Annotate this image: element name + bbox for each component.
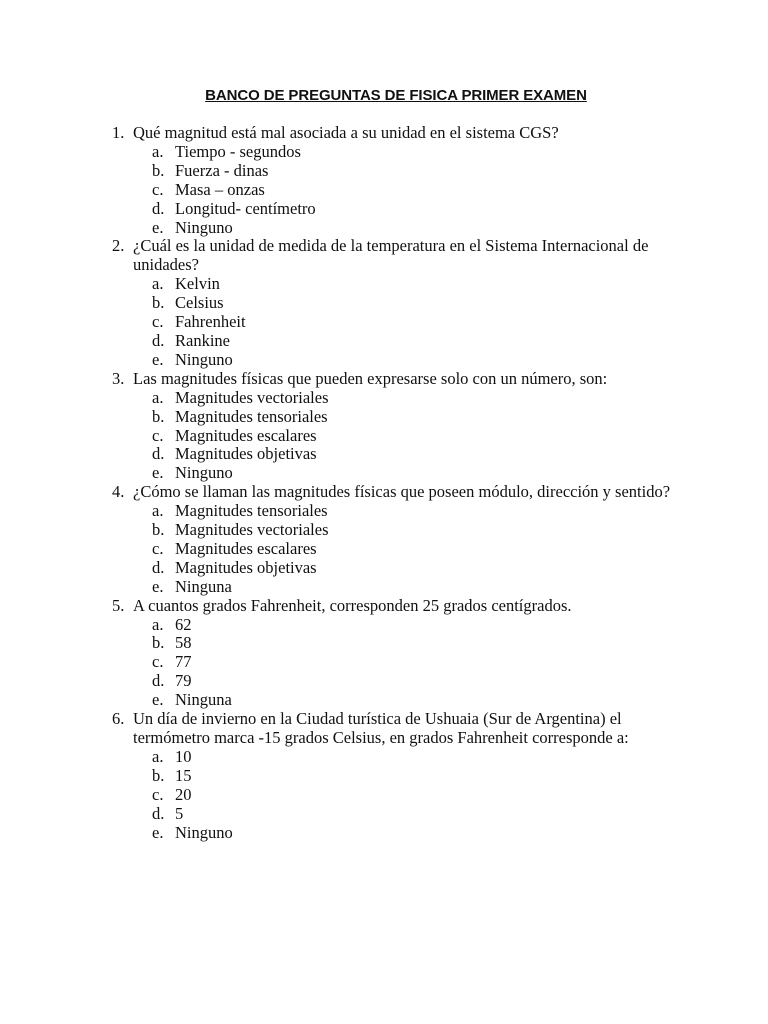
- answer-option: [133, 427, 673, 446]
- question-item: [0, 483, 673, 596]
- question-item: [0, 597, 673, 710]
- option-text: 10: [175, 746, 192, 766]
- option-letter: c.: [152, 179, 164, 199]
- option-list: [133, 502, 673, 597]
- answer-option: [133, 502, 673, 521]
- option-text: Masa – onzas: [175, 179, 265, 199]
- option-letter: a.: [152, 614, 164, 634]
- option-letter: e.: [152, 822, 164, 842]
- question-number: 5.: [112, 595, 125, 615]
- question-item: [0, 124, 673, 237]
- answer-option: [133, 351, 673, 370]
- answer-option: [133, 653, 673, 672]
- option-letter: e.: [152, 349, 164, 369]
- question-list: [0, 124, 768, 842]
- answer-option: [133, 332, 673, 351]
- option-letter: e.: [152, 217, 164, 237]
- answer-option: [133, 559, 673, 578]
- option-text: Ninguno: [175, 822, 233, 842]
- option-letter: c.: [152, 425, 164, 445]
- answer-option: [133, 578, 673, 597]
- question-text: Un día de invierno en la Ciudad turística de Ushuaia (Sur de Argentina) el termómetro marca -15 grados Celsius, en grados Fahrenheit corresponde a:: [133, 709, 629, 747]
- answer-option: [133, 445, 673, 464]
- option-letter: b.: [152, 293, 165, 313]
- question-text: Qué magnitud está mal asociada a su unidad en el sistema CGS?: [133, 123, 559, 142]
- option-letter: a.: [152, 746, 164, 766]
- option-text: Ninguna: [175, 576, 232, 596]
- option-text: 77: [175, 652, 192, 672]
- answer-option: [133, 181, 673, 200]
- answer-option: [133, 748, 673, 767]
- answer-option: [133, 294, 673, 313]
- option-letter: e.: [152, 576, 164, 596]
- option-text: Ninguno: [175, 217, 233, 237]
- question-text: A cuantos grados Fahrenheit, corresponden 25 grados centígrados.: [133, 595, 572, 615]
- option-text: Magnitudes vectoriales: [175, 520, 329, 540]
- option-letter: d.: [152, 557, 165, 577]
- option-text: Celsius: [175, 293, 224, 313]
- question-number: 1.: [112, 123, 125, 142]
- option-text: Rankine: [175, 330, 230, 350]
- answer-option: [133, 805, 673, 824]
- answer-option: [133, 521, 673, 540]
- answer-option: [133, 464, 673, 483]
- answer-option: [133, 219, 673, 238]
- option-text: Fahrenheit: [175, 312, 246, 332]
- question-item: [0, 370, 673, 483]
- option-letter: d.: [152, 803, 165, 823]
- question-number: 3.: [112, 368, 125, 388]
- option-text: 15: [175, 765, 192, 785]
- option-list: [133, 389, 673, 484]
- option-text: 79: [175, 671, 192, 691]
- option-letter: c.: [152, 652, 164, 672]
- option-text: Ninguna: [175, 690, 232, 710]
- option-text: Kelvin: [175, 274, 220, 294]
- option-letter: b.: [152, 765, 165, 785]
- question-number: 2.: [112, 236, 125, 256]
- option-text: Magnitudes objetivas: [175, 444, 317, 464]
- option-text: Tiempo - segundos: [175, 141, 301, 161]
- option-text: Magnitudes escalares: [175, 538, 317, 558]
- answer-option: [133, 143, 673, 162]
- question-text: Las magnitudes físicas que pueden expresarse solo con un número, son:: [133, 368, 608, 388]
- option-letter: c.: [152, 312, 164, 332]
- option-text: 5: [175, 803, 184, 823]
- option-letter: e.: [152, 463, 164, 483]
- answer-option: [133, 275, 673, 294]
- option-letter: d.: [152, 671, 165, 691]
- answer-option: [133, 162, 673, 181]
- question-number: 4.: [112, 482, 125, 502]
- answer-option: [133, 691, 673, 710]
- option-letter: a.: [152, 141, 164, 161]
- option-text: 62: [175, 614, 192, 634]
- option-text: Magnitudes escalares: [175, 425, 317, 445]
- option-letter: b.: [152, 160, 165, 180]
- option-letter: d.: [152, 330, 165, 350]
- option-list: [133, 616, 673, 711]
- option-text: Magnitudes tensoriales: [175, 501, 328, 521]
- question-text: ¿Cuál es la unidad de medida de la temperatura en el Sistema Internacional de unidades?: [133, 236, 649, 275]
- answer-option: [133, 313, 673, 332]
- answer-option: [133, 200, 673, 219]
- answer-option: [133, 786, 673, 805]
- option-letter: c.: [152, 784, 164, 804]
- option-letter: e.: [152, 690, 164, 710]
- answer-option: [133, 672, 673, 691]
- option-text: Magnitudes tensoriales: [175, 406, 328, 426]
- option-text: 20: [175, 784, 192, 804]
- option-text: Ninguno: [175, 349, 233, 369]
- option-letter: b.: [152, 633, 165, 653]
- answer-option: [133, 767, 673, 786]
- option-list: [133, 748, 673, 843]
- option-text: Magnitudes vectoriales: [175, 387, 329, 407]
- answer-option: [133, 389, 673, 408]
- page-title: BANCO DE PREGUNTAS DE FISICA PRIMER EXAMEN: [205, 87, 587, 104]
- answer-option: [133, 634, 673, 653]
- option-text: Longitud- centímetro: [175, 198, 316, 218]
- option-text: Magnitudes objetivas: [175, 557, 317, 577]
- answer-option: [133, 408, 673, 427]
- option-text: Ninguno: [175, 463, 233, 483]
- answer-option: [133, 824, 673, 843]
- option-letter: a.: [152, 387, 164, 407]
- option-letter: a.: [152, 501, 164, 521]
- option-text: 58: [175, 633, 192, 653]
- option-letter: d.: [152, 444, 165, 464]
- option-list: [133, 143, 673, 238]
- question-text: ¿Cómo se llaman las magnitudes físicas que poseen módulo, dirección y sentido?: [133, 482, 671, 502]
- option-letter: d.: [152, 198, 165, 218]
- option-letter: b.: [152, 520, 165, 540]
- question-item: [0, 710, 673, 842]
- answer-option: [133, 616, 673, 635]
- question-number: 6.: [112, 709, 125, 729]
- option-letter: c.: [152, 538, 164, 558]
- question-item: [0, 237, 673, 369]
- option-letter: a.: [152, 274, 164, 294]
- option-text: Fuerza - dinas: [175, 160, 269, 180]
- option-list: [133, 275, 673, 370]
- option-letter: b.: [152, 406, 165, 426]
- answer-option: [133, 540, 673, 559]
